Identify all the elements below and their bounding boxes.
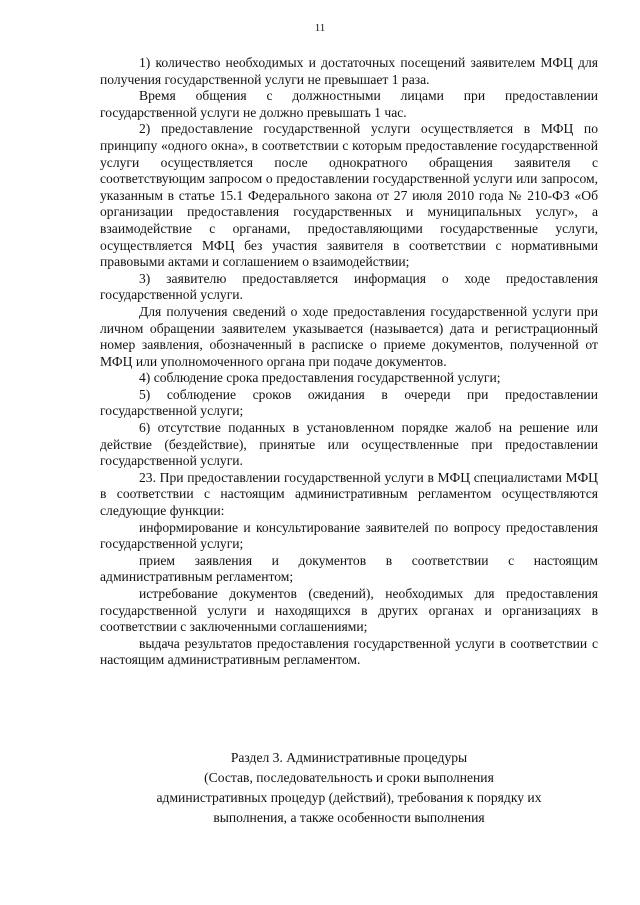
paragraph-10: информирование и консультирование заявителей по вопросу предоставления государственной услуги; xyxy=(100,519,598,552)
section-title: Раздел 3. Административные процедуры xyxy=(230,750,468,765)
paragraph-8: 6) отсутствие поданных в установленном порядке жалоб на решение или действие (бездействие), принятые или осуществленные при предоставлении государственной услуги. xyxy=(100,420,598,469)
section-heading xyxy=(100,748,598,828)
section-subtitle-line-3: выполнения, а также особенности выполнения xyxy=(213,810,485,825)
page-number: 11 xyxy=(314,22,326,34)
paragraph-9: 23. При предоставлении государственной услуги в МФЦ специалистами МФЦ в соответствии с настоящим административным регламентом осуществляются следующие функции: xyxy=(100,469,598,519)
body-text xyxy=(100,55,598,669)
paragraph-3: 2) предоставление государственной услуги осуществляется в МФЦ по принципу «одного окна», в соответствии с которым предоставление государственной услуги осуществляется после однократного обращения заявителя с соответствующим запросом о предоставлении государственной услуги или запросом, указанным в статье 15.1 Федерального закона от 27 июля 2010 года № 210-ФЗ «Об организации предоставления государственных и муниципальных услуг», а взаимодействие с органами, предоставляющими государственные услуги, осуществляется МФЦ без участия заявителя в соответствии с нормативными правовыми актами и соглашением о взаимодействии; xyxy=(100,121,598,270)
paragraph-11: прием заявления и документов в соответствии с настоящим административным регламентом; xyxy=(100,552,598,585)
paragraph-2: Время общения с должностными лицами при предоставлении государственной услуги не должно превышать 1 час. xyxy=(100,88,598,120)
paragraph-5: Для получения сведений о ходе предоставления государственной услуги при личном обращении заявителем указывается (называется) дата и регистрационный номер заявления, обозначенный в расписке о приеме документов, полученной от МФЦ или уполномоченного органа при подаче документов. xyxy=(100,303,598,369)
paragraph-7: 5) соблюдение сроков ожидания в очереди при предоставлении государственной услуги; xyxy=(100,386,598,419)
section-subtitle-line-2: административных процедур (действий), требования к порядку их xyxy=(156,790,542,805)
paragraph-4: 3) заявителю предоставляется информация о ходе предоставления государственной услуги. xyxy=(100,270,598,303)
paragraph-6: 4) соблюдение срока предоставления государственной услуги; xyxy=(139,370,501,386)
paragraph-1: 1) количество необходимых и достаточных посещений заявителем МФЦ для получения государственной услуги не превышает 1 раза. xyxy=(100,55,598,87)
paragraph-12: истребование документов (сведений), необходимых для предоставления государственной услуги и находящихся в других органах и организациях в соответствии с заключенными соглашениями; xyxy=(100,586,598,635)
paragraph-13: выдача результатов предоставления государственной услуги в соответствии с настоящим административным регламентом. xyxy=(100,635,598,668)
section-subtitle-line-1: (Состав, последовательность и сроки выполнения xyxy=(204,770,494,785)
